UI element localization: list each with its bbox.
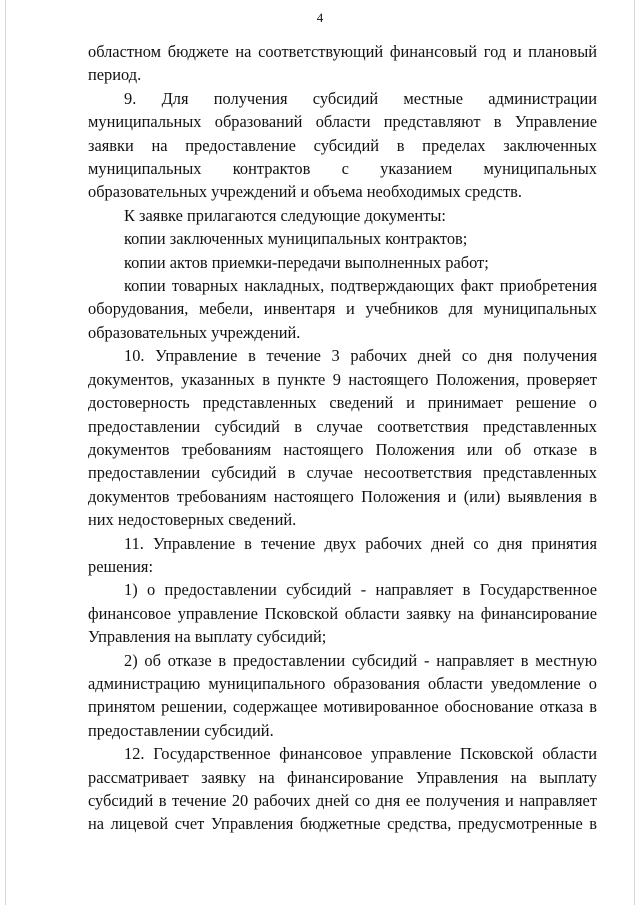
paragraph-item-11-2: 2) об отказе в предоставлении субсидий - направляет в местную администрацию муниципального образования области уведомление о принятом решении, содержащее мотивированное обоснование отказа в предоставлении субсидий. (88, 650, 597, 740)
document-body (88, 40, 597, 836)
paragraph-attachments-intro: К заявке прилагаются следующие документы: (124, 205, 446, 225)
paragraph-attachment-acts: копии актов приемки-передачи выполненных работ; (124, 252, 489, 272)
paragraph-item-12: 12. Государственное финансовое управление Псковской области рассматривает заявку на финансирование Управления на выплату субсидий в течение 20 рабочих дней со дня ее получения и направляет на лицевой счет Управления бюджетные средства, предусмотренные в (88, 744, 597, 834)
scan-edge-right (634, 0, 635, 905)
paragraph-attachment-invoices: копии товарных накладных, подтверждающих факт приобретения оборудования, мебели, инвентаря и учебников для муниципальных образовательных учреждений. (88, 276, 597, 342)
paragraph-item-10: 10. Управление в течение 3 рабочих дней со дня получения документов, указанных в пункте 9 настоящего Положения, проверяет достоверность представленных сведений и принимает решение о предоставлении субсидий в случае соответствия представленных документов требованиям настоящего Положения или об отказе в предоставлении субсидий в случае несоответствия представленных документов требованиям настоящего Положения и (или) выявления в них недостоверных сведений. (88, 346, 597, 530)
paragraph-item-11-1: 1) о предоставлении субсидий - направляет в Государственное финансовое управление Псковской области заявку на финансирование Управления на выплату субсидий; (88, 580, 597, 647)
paragraph-attachment-contracts: копии заключенных муниципальных контрактов; (124, 229, 468, 249)
paragraph-item-11: 11. Управление в течение двух рабочих дней со дня принятия решения: (88, 533, 597, 576)
paragraph-item-9: 9. Для получения субсидий местные администрации муниципальных образований области представляют в Управление заявки на предоставление субсидий в пределах заключенных муниципальных контрактов с указанием муниципальных образовательных учреждений и объема необходимых средств. (88, 88, 597, 202)
paragraph-continuation: областном бюджете на соответствующий финансовый год и плановый период. (88, 42, 597, 85)
scan-edge-left (5, 0, 6, 905)
page-number: 4 (316, 10, 324, 25)
